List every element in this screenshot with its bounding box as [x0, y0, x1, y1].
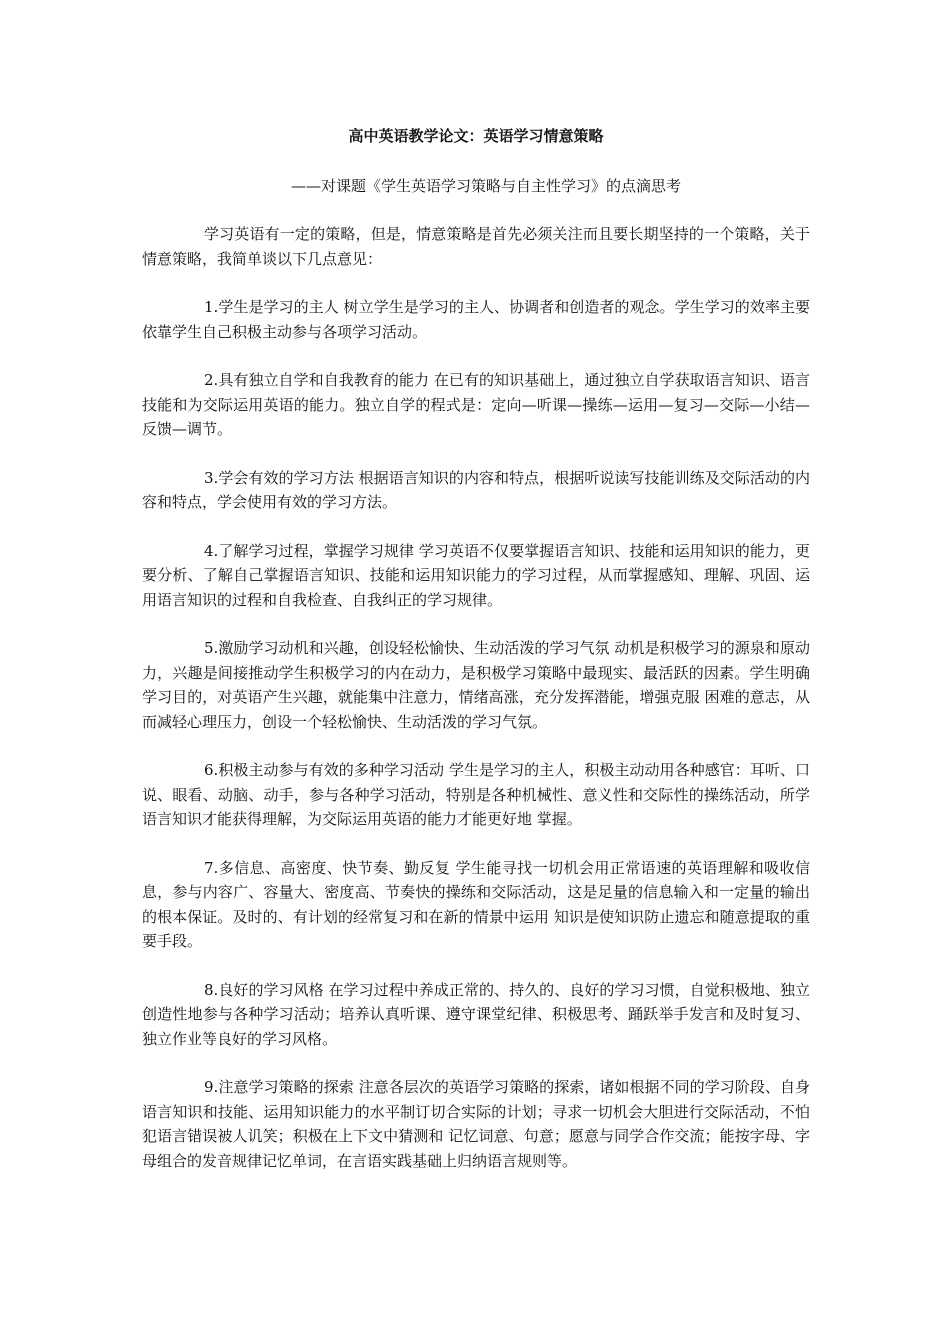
- document-page: [142, 124, 810, 1197]
- document-title: 高中英语教学论文：英语学习情意策略: [348, 127, 604, 145]
- paragraph-9: 9.注意学习策略的探索 注意各层次的英语学习策略的探索，诸如根据不同的学习阶段、自身语言知识和技能、运用知识能力的水平制订切合实际的计划；寻求一切机会大胆进行交际活动，不怕犯语言错误被人讥笑；积极在上下文中猜测和 记忆词意、句意；愿意与同学合作交流；能按字母、字母组合的发音规律记忆单词，在言语实践基础上归纳语言规则等。: [142, 1078, 810, 1170]
- paragraph-4: 4.了解学习过程，掌握学习规律 学习英语不仅要掌握语言知识、技能和运用知识的能力，更要分析、了解自己掌握语言知识、技能和运用知识能力的学习过程，从而掌握感知、理解、巩固、运用语言知识的过程和自我检查、自我纠正的学习规律。: [142, 541, 810, 609]
- paragraph-3: 3.学会有效的学习方法 根据语言知识的内容和特点，根据听说读写技能训练及交际活动的内容和特点，学会使用有效的学习方法。: [142, 468, 810, 511]
- document-subtitle: ——对课题《学生英语学习策略与自主性学习》的点滴思考: [290, 177, 681, 195]
- paragraph-7: 7.多信息、高密度、快节奏、勤反复 学生能寻找一切机会用正常语速的英语理解和吸收信息，参与内容广、容量大、密度高、节奏快的操练和交际活动，这是足量的信息输入和一定量的输出的根本保证。及时的、有计划的经常复习和在新的情景中运用 知识是使知识防止遗忘和随意提取的重要手段。: [142, 858, 810, 950]
- paragraph-8: 8.良好的学习风格 在学习过程中养成正常的、持久的、良好的学习习惯，自觉积极地、独立创造性地参与各种学习活动；培养认真听课、遵守课堂纪律、积极思考、踊跃举手发言和及时复习、独立作业等良好的学习风格。: [142, 980, 810, 1048]
- paragraph-1: 1.学生是学习的主人 树立学生是学习的主人、协调者和创造者的观念。学生学习的效率主要依靠学生自己积极主动参与各项学习活动。: [142, 298, 810, 341]
- paragraph-5: 5.激励学习动机和兴趣，创设轻松愉快、生动活泼的学习气氛 动机是积极学习的源泉和原动力，兴趣是间接推动学生积极学习的内在动力，是积极学习策略中最现实、最活跃的因素。学生明确学习目的，对英语产生兴趣，就能集中注意力，情绪高涨，充分发挥潜能，增强克服 困难的意志，从而减轻心理压力，创设一个轻松愉快、生动活泼的学习气氛。: [142, 639, 810, 731]
- paragraph-6: 6.积极主动参与有效的多种学习活动 学生是学习的主人，积极主动动用各种感官：耳听、口说、眼看、动脑、动手，参与各种学习活动，特别是各种机械性、意义性和交际性的操练活动，所学语言知识才能获得理解，为交际运用英语的能力才能更好地 掌握。: [142, 761, 810, 828]
- paragraph-2: 2.具有独立自学和自我教育的能力 在已有的知识基础上，通过独立自学获取语言知识、语言技能和为交际运用英语的能力。独立自学的程式是：定向—听课—操练—运用—复习—交际—小结—反馈—调节。: [142, 371, 810, 438]
- intro-paragraph: 学习英语有一定的策略，但是，情意策略是首先必须关注而且要长期坚持的一个策略，关于情意策略，我简单谈以下几点意见：: [142, 225, 810, 268]
